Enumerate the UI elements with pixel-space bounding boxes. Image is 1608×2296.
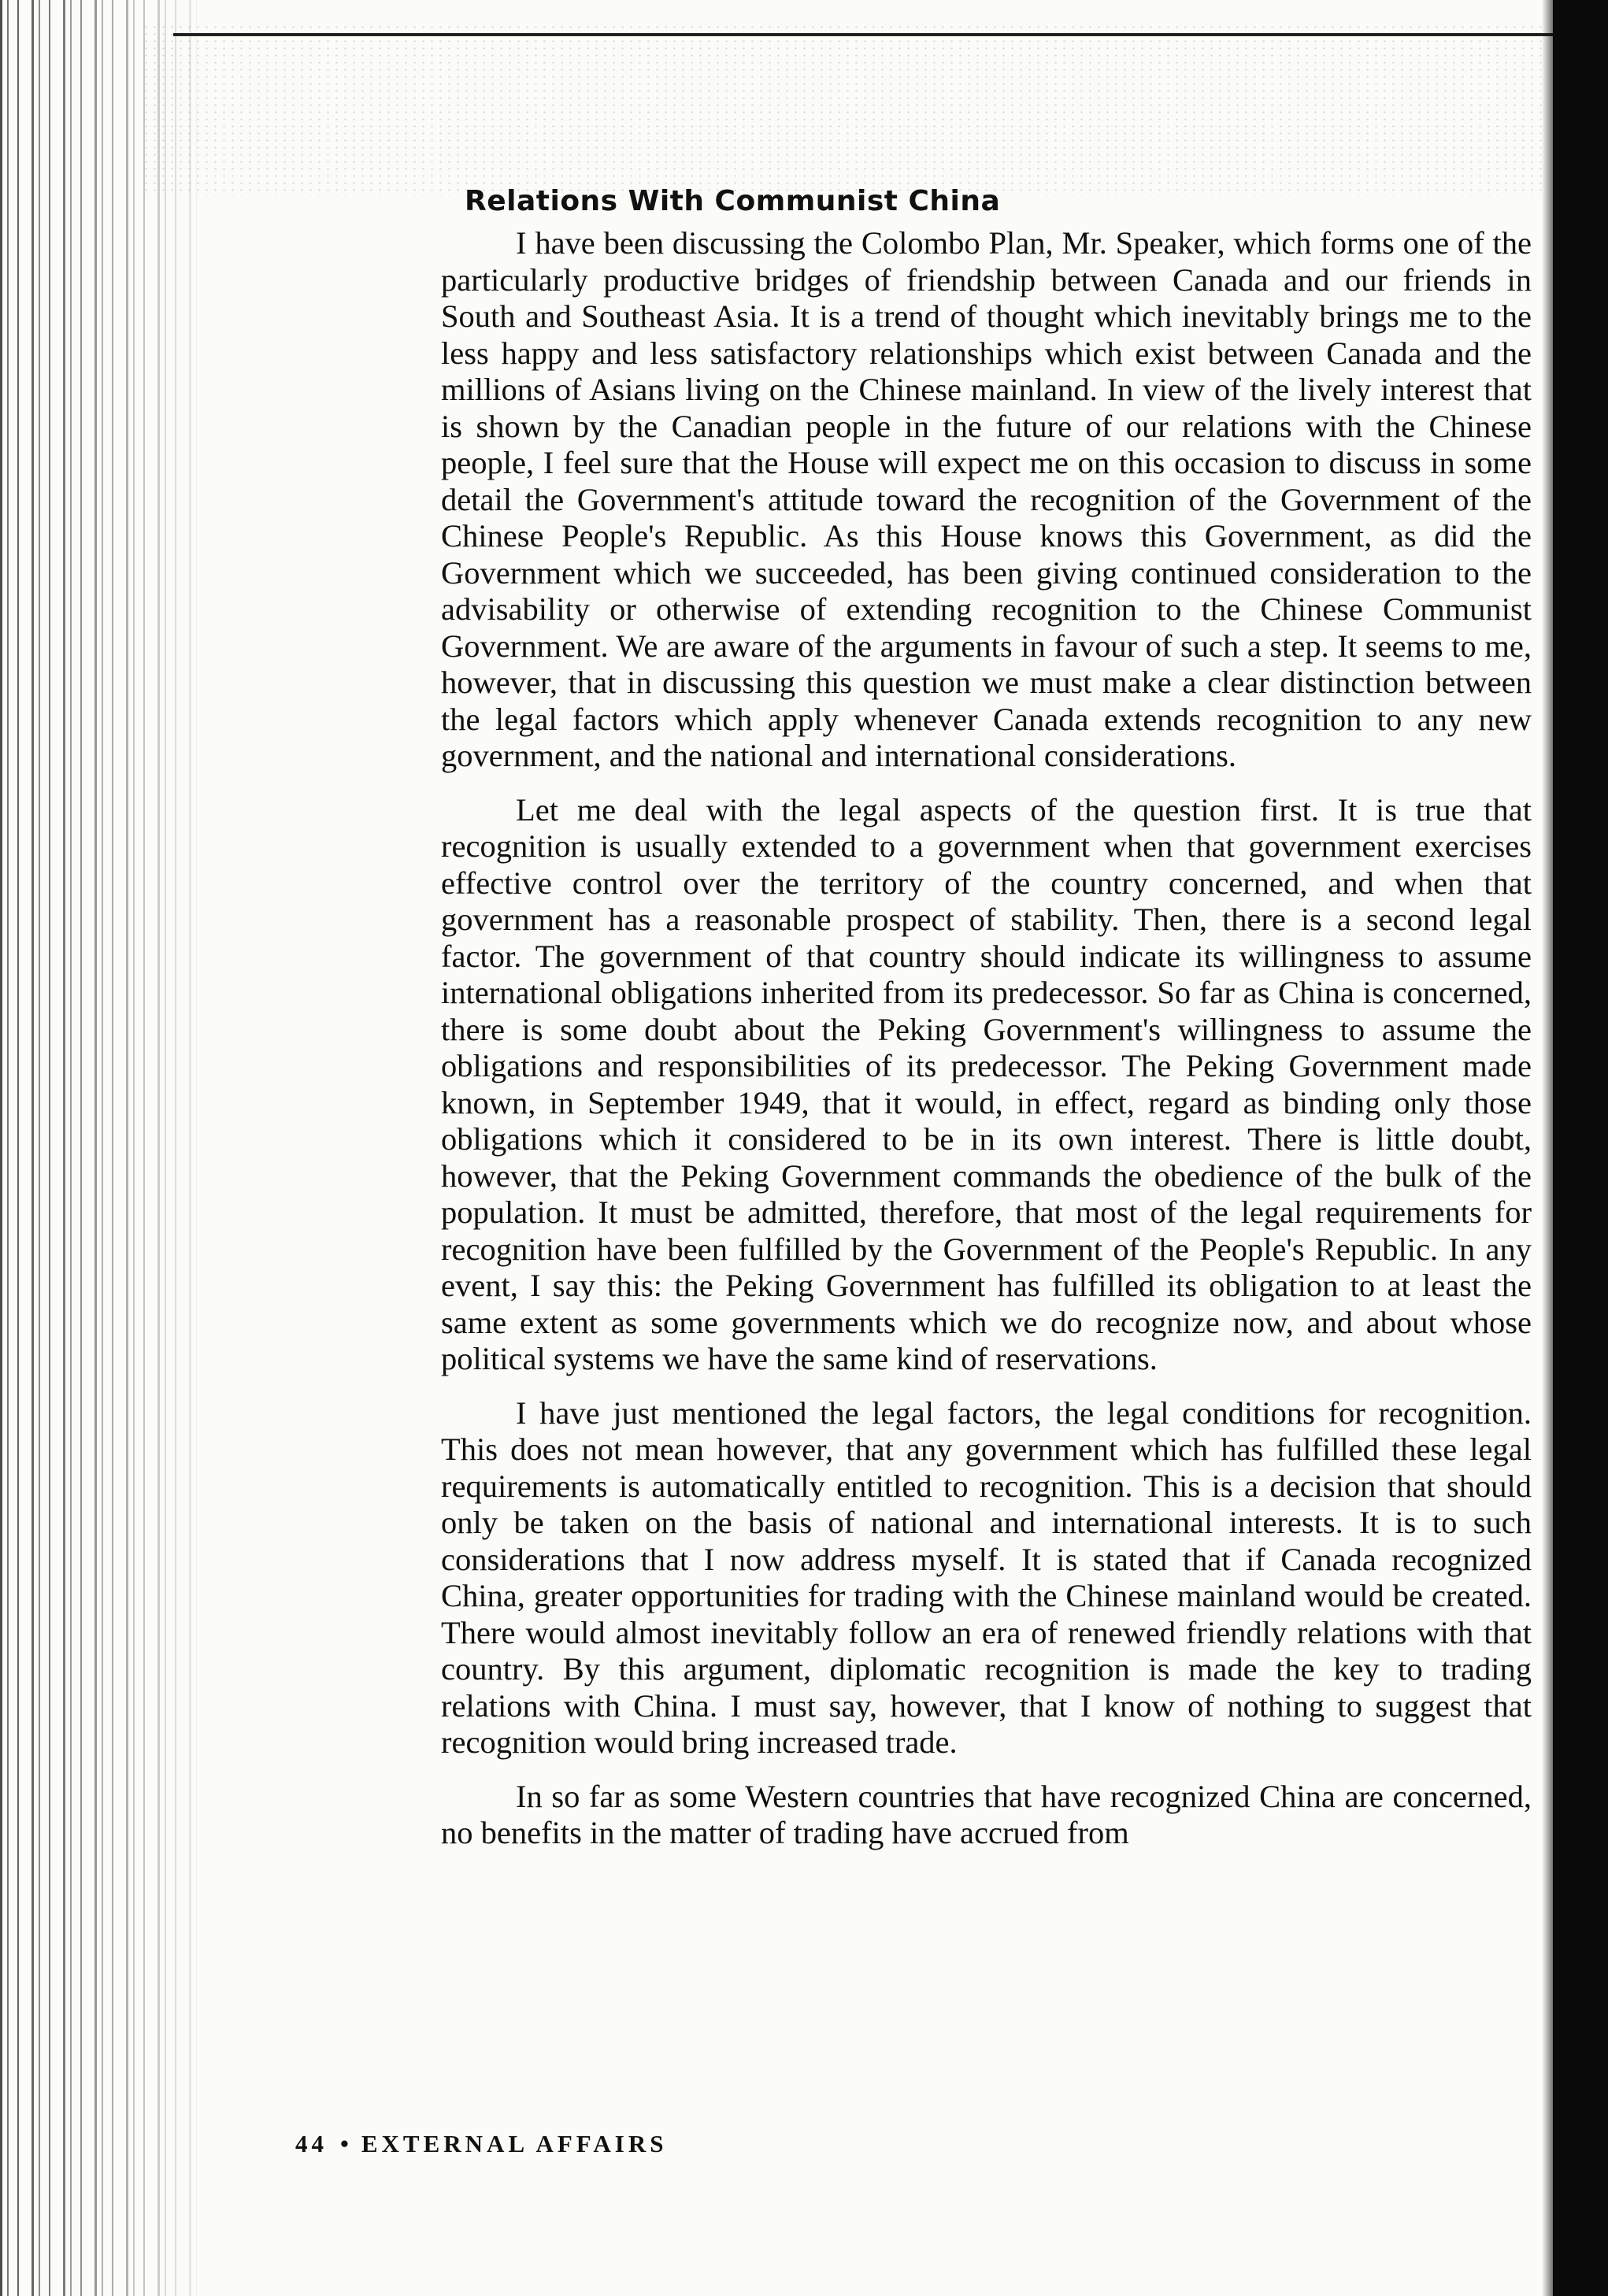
scan-right-edge <box>1553 0 1608 2296</box>
page-body <box>441 185 1532 1869</box>
paragraph-2: Let me deal with the legal aspects of the question first. It is true that recognition is usually extended to a government when that government exercises effective control over the territory of the country concerned, and when that government has a reasonable prospect of stability. Then, there is a second legal factor. The government of that country should indicate its willingness to assume international obligations inherited from its predecessor. So far as China is concerned, there is some doubt about the Peking Government's willingness to assume the obligations and responsibilities of its predecessor. The Peking Government made known, in September 1949, that it would, in effect, regard as binding only those obligations which it considered to be in its own interest. There is little doubt, however, that the Peking Government commands the obedience of the bulk of the population. It must be admitted, therefore, that most of the legal requirements for recognition have been fulfilled by the Government of the People's Republic. In any event, I say this: the Peking Government has fulfilled its obligation to at least the same extent as some governments which we do recognize now, and about whose political systems we have the same kind of reservations. <box>441 791 1532 1376</box>
paragraph-3: I have just mentioned the legal factors, the legal conditions for recognition. This does not mean however, that any government which has fulfilled these legal requirements is automatically entitled to recognition. This is a decision that should only be taken on the basis of national and international interests. It is to such considerations that I now address myself. It is stated that if Canada recognized China, greater opportunities for trading with the Chinese mainland would be created. There would almost inevitably follow an era of renewed friendly relations with that country. By this argument, diplomatic recognition is made the key to trading relations with China. I must say, however, that I know of nothing to suggest that recognition would bring increased trade. <box>441 1394 1532 1760</box>
page-footer <box>295 2130 667 2158</box>
scan-speckle <box>142 24 1543 197</box>
paragraph-4: In so far as some Western countries that have recognized China are concerned, no benefits in the matter of trading have accrued from <box>441 1778 1532 1850</box>
page-number: 44 <box>295 2130 328 2157</box>
paragraph-1: I have been discussing the Colombo Plan, Mr. Speaker, which forms one of the particularly productive bridges of friendship between Canada and our friends in South and Southeast Asia. It is a trend of thought which inevitably brings me to the less happy and less satisfactory relationships which exist between Canada and the millions of Asians living on the Chinese mainland. In view of the lively interest that is shown by the Canadian people in the future of our relations with the Chinese people, I feel sure that the House will expect me on this occasion to discuss in some detail the Government's attitude toward the recognition of the Government of the Chinese People's Republic. As this House knows this Government, as did the Government which we succeeded, has been giving continued consideration to the advisability or otherwise of extending recognition to the Chinese Communist Government. We are aware of the arguments in favour of such a step. It seems to me, however, that in discussing this question we must make a clear distinction between the legal factors which apply whenever Canada extends recognition to any new government, and the national and international considerations. <box>441 225 1532 773</box>
publication-name: EXTERNAL AFFAIRS <box>361 2130 668 2157</box>
footer-bullet: • <box>340 2130 349 2157</box>
scan-top-edge <box>173 33 1559 36</box>
scan-binding-edge <box>0 0 197 2296</box>
section-heading: Relations With Communist China <box>465 185 1001 217</box>
